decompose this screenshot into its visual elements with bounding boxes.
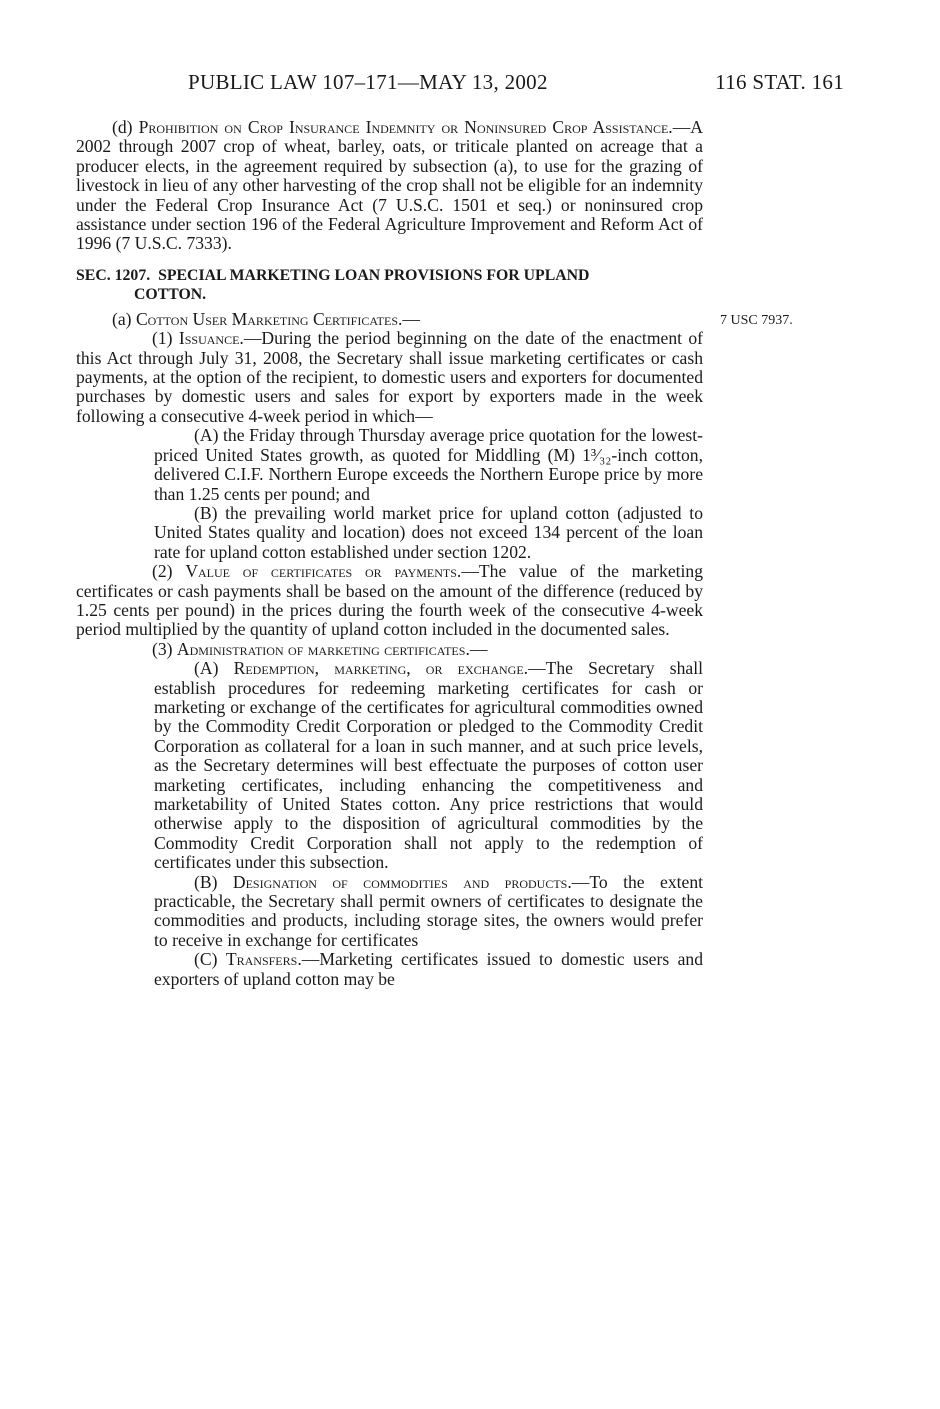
paragraph-2-label: (2) <box>152 561 186 582</box>
paragraph-3-B-label: (B) <box>194 871 233 892</box>
paragraph-3-A <box>154 659 703 872</box>
subsection-a-label: (a) <box>112 308 136 329</box>
subsection-d-text: —A 2002 through 2007 crop of wheat, barley, oats, or triticale planted on acreage that a producer elects, in the agreement required by subsection (a), to use for the grazing of livestock in lieu of any other harvesting of the crop shall not be eligible for an indemnity under the Federal Crop Insurance Act (7 U.S.C. 1501 et seq.) or noninsured crop assistance under section 196 of the Federal Agriculture Improvement and Reform Act of 1996 (7 U.S.C. 7333). <box>76 117 703 254</box>
section-title-line1: SPECIAL MARKETING LOAN PROVISIONS FOR UPLAND <box>158 266 590 284</box>
paragraph-3-C-text: —Marketing certificates issued to domestic users and exporters of upland cotton may be <box>154 949 703 989</box>
paragraph-1 <box>76 329 703 426</box>
paragraph-2-text: —The value of the marketing certificates or cash payments shall be based on the amount of the difference (reduced by 1.25 cents per pound) in the prices during the fourth week of the consecutive 4-week period multiplied by the quantity of upland cotton included in the documented sales. <box>76 561 703 640</box>
paragraph-2 <box>76 562 703 640</box>
paragraph-3-C-label: (C) <box>194 949 226 970</box>
subsection-a-dash: — <box>402 308 421 329</box>
subsection-d-label: (d) <box>112 117 139 137</box>
paragraph-3-label: (3) <box>152 638 177 659</box>
body-text <box>76 118 703 989</box>
subsection-d-heading: Prohibition on Crop Insurance Indemnity or Noninsured Crop Assistance. <box>138 117 673 137</box>
paragraph-3-C-heading: Transfers. <box>225 949 302 970</box>
subsection-a-heading: Cotton User Marketing Certificates. <box>135 308 403 329</box>
paragraph-2-heading: Value of certificates or payments. <box>185 561 462 582</box>
section-heading <box>76 266 703 304</box>
running-head <box>76 70 844 98</box>
paragraph-3-B <box>154 873 703 951</box>
paragraph-3-B-heading: Designation of commodities and products. <box>232 871 572 892</box>
paragraph-3-A-text: —The Secretary shall establish procedures for redeeming marketing certificates for cash or marketing or exchange of the certificates for agricultural commodities owned by the Commodity Credit Corporation or pledged to the Commodity Credit Corporation as collateral for a loan in such manner, and at such price levels, as the Secretary determines will best effectuate the purposes of cotton user marketing certificates, including enhancing the competitiveness and marketability of United States cotton. Any price restrictions that would otherwise apply to the disposition of agricultural commodities by the Commodity Credit Corporation shall not apply to the redemption of certificates under this subsection. <box>154 658 703 873</box>
paragraph-1-label: (1) <box>152 328 179 349</box>
paragraph-3-A-heading: Redemption, marketing, or exchange. <box>233 658 529 679</box>
statute-page-number: 116 STAT. 161 <box>715 70 844 94</box>
paragraph-3-dash: — <box>469 638 488 659</box>
paragraph-3-B-text: —To the extent practicable, the Secretary shall permit owners of certificates to designate the commodities and products, including storage sites, the owners would prefer to receive in exchange for certificates <box>154 871 704 950</box>
paragraph-1-B: (B) the prevailing world market price for upland cotton (adjusted to United States quality and location) does not exceed 134 percent of the loan rate for upland cotton established under section 1202. <box>154 502 703 562</box>
paragraph-3-heading: Administration of marketing certificates. <box>176 638 470 659</box>
paragraph-3-A-label: (A) <box>194 658 234 679</box>
paragraph-3 <box>76 640 703 659</box>
usc-margin-note: 7 USC 7937. <box>720 313 793 328</box>
section-number: SEC. 1207. <box>76 266 151 284</box>
paragraph-1-A: (A) the Friday through Thursday average price quotation for the lowest-priced United States growth, as quoted for Middling (M) 1³⁄₃₂-inch cotton, delivered C.I.F. Northern Europe exceeds the Northern Europe price by more than 1.25 cents per pound; and <box>154 425 703 504</box>
paragraph-1-heading: Issuance. <box>178 328 244 349</box>
paragraph-1-text: —During the period beginning on the date of the enactment of this Act through July 31, 2008, the Secretary shall issue marketing certificates or cash payments, at the option of the recipient, to domestic users and exporters for documented purchases by domestic users and sales for export by exporters made in the week following a consecutive 4-week period in which— <box>76 328 704 426</box>
paragraph-3-C <box>154 950 703 989</box>
section-title-line2: COTTON. <box>134 285 207 303</box>
subsection-d <box>76 118 703 254</box>
running-head-title: PUBLIC LAW 107–171—MAY 13, 2002 <box>188 70 548 94</box>
subsection-a <box>76 310 703 329</box>
